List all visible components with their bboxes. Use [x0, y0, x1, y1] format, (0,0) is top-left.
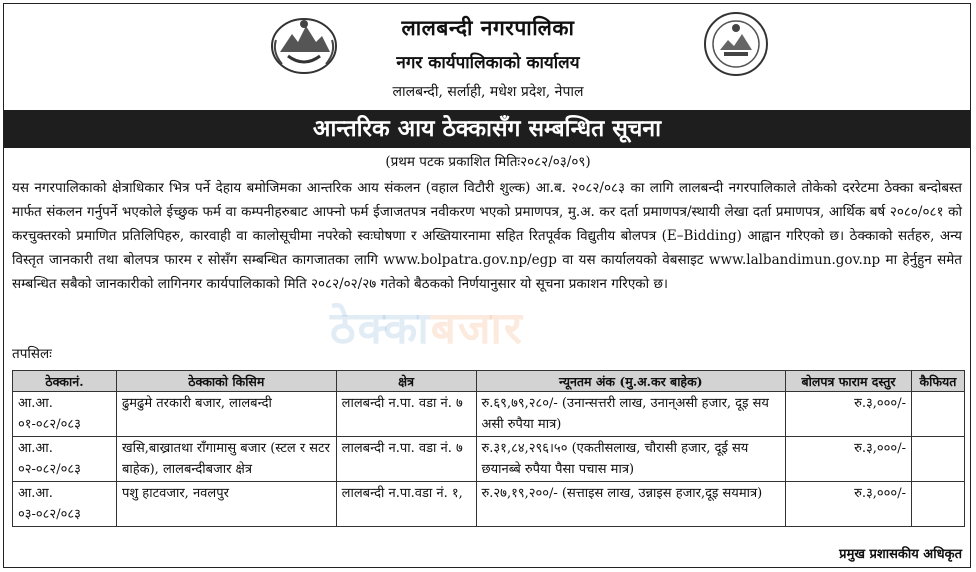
cell-no: आ.आ. ०३-०८२/०८३: [13, 482, 117, 527]
cell-type: ढुमढुमे तरकारी बजार, लालबन्दी: [116, 392, 336, 437]
cell-min-amount: रु.२७,१९,२००/- (सत्ताइस लाख, उन्नाइस हजार,दूइ सयमात्र): [476, 482, 786, 527]
table-row: [13, 437, 965, 482]
table-row: [13, 482, 965, 527]
cell-min-amount: रु.६९,७९,२८०/- (उनान्सत्तरी लाख, उनान्असी हजार, दूइ सय असी रुपैया मात्र): [476, 392, 786, 437]
cell-min-amount: रु.३१,८४,२९६।५० (एकतीसलाख, चौरासी हजार, दूई सय छयानब्बे रुपैया पैसा पचास मात्र): [476, 437, 786, 482]
municipality-name: लालबन्दी नगरपालिका: [401, 15, 575, 40]
col-header-area: क्षेत्र: [336, 371, 476, 392]
details-label: तपसिलः: [12, 346, 52, 362]
watermark-part1: ठेक्का: [330, 303, 431, 354]
col-header-no: ठेक्कानं.: [13, 371, 117, 392]
cell-remark: [911, 482, 964, 527]
col-header-remark: कैफियत: [911, 371, 964, 392]
cell-area: लालबन्दी न.पा. वडा नं. ७: [336, 392, 476, 437]
office-name: नगर कार्यपालिकाको कार्यालय: [396, 53, 580, 73]
cell-type: पशु हाटवजार, नवलपुर: [116, 482, 336, 527]
col-header-type: ठेक्काको किसिम: [116, 371, 336, 392]
cell-area: लालबन्दी न.पा.वडा नं. १,: [336, 482, 476, 527]
cell-fee: रु.३,०००/-: [786, 482, 912, 527]
cell-fee: रु.३,०००/-: [786, 437, 912, 482]
cell-fee: रु.३,०००/-: [786, 392, 912, 437]
publication-date: (प्रथम पटक प्रकाशित मितिः२०८२/०३/०९): [385, 154, 591, 170]
watermark: [330, 296, 524, 356]
table-header-row: [13, 371, 965, 392]
notice-body: यस नगरपालिकाको क्षेत्राधिकार भित्र पर्ने देहाय बमोजिमका आन्तरिक आय संकलन (वहाल विटौरी शुल्क) आ.ब. २०८२/०८३ का लागि लालबन्दी नगरपालिकाले तोकेको दररेटमा ठेक्का बन्दोबस्त मार्फत संकलन गर्नुपर्ने भएकोले ईच्छुक फर्म वा कम्पनीहरुबाट आफ्नो फर्म ईजाजतपत्र नवीकरण भएको प्रमाणपत्र, मु.अ. कर दर्ता प्रमाणपत्र/स्थायी लेखा दर्ता प्रमाणपत्र, आर्थिक बर्ष २०८०/०८१ को करचुक्तरको प्रमाणित प्रतिलिपिहरु, कारवाही वा कालोसूचीमा नपरेको स्वःघोषणा र अख्तियारनामा सहित रितपूर्वक विद्युतीय बोलपत्र (E–Bidding) आह्वान गरिएको छ। ठेक्काको सर्तहरु, अन्य विस्तृत जानकारी तथा बोलपत्र फारम र सोसँग सम्बन्धित कागजातका लागि www.bolpatra.gov.np/egp वा यस कार्यालयको वेबसाइट www.lalbandimun.gov.np मा हेर्नुहुन समेत सम्बन्धित सबैको जानकारीको लागिनगर कार्यपालिकाको मिति २०८२/०२/२७ गतेको बैठकको निर्णयानुसार यो सूचना प्रकाशन गरिएको छ।: [12, 180, 962, 292]
contract-table: [12, 370, 965, 527]
col-header-min-amount: न्यूनतम अंक (मु.अ.कर बाहेक): [476, 371, 786, 392]
notice-title: आन्तरिक आय ठेक्कासँग सम्बन्धित सूचना: [4, 110, 970, 148]
cell-no: आ.आ. ०१-०८२/०८३: [13, 392, 117, 437]
cell-area: लालबन्दी न.पा. वडा नं. ७: [336, 437, 476, 482]
watermark-part2: बजार: [430, 303, 524, 354]
cell-no: आ.आ. ०२-०८२/०८३: [13, 437, 117, 482]
cell-type: खसि,बाख्रातथा राँगामासु बजार (स्टल र सटर बाहेक), लालबन्दीबजार क्षेत्र: [116, 437, 336, 482]
office-address: लालबन्दी, सर्लाही, मधेश प्रदेश, नेपाल: [392, 84, 584, 100]
cell-remark: [911, 392, 964, 437]
col-header-fee: बोलपत्र फाराम दस्तुर: [786, 371, 912, 392]
table-row: [13, 392, 965, 437]
signature-title: प्रमुख प्रशासकीय अधिकृत: [839, 547, 962, 562]
cell-remark: [911, 437, 964, 482]
